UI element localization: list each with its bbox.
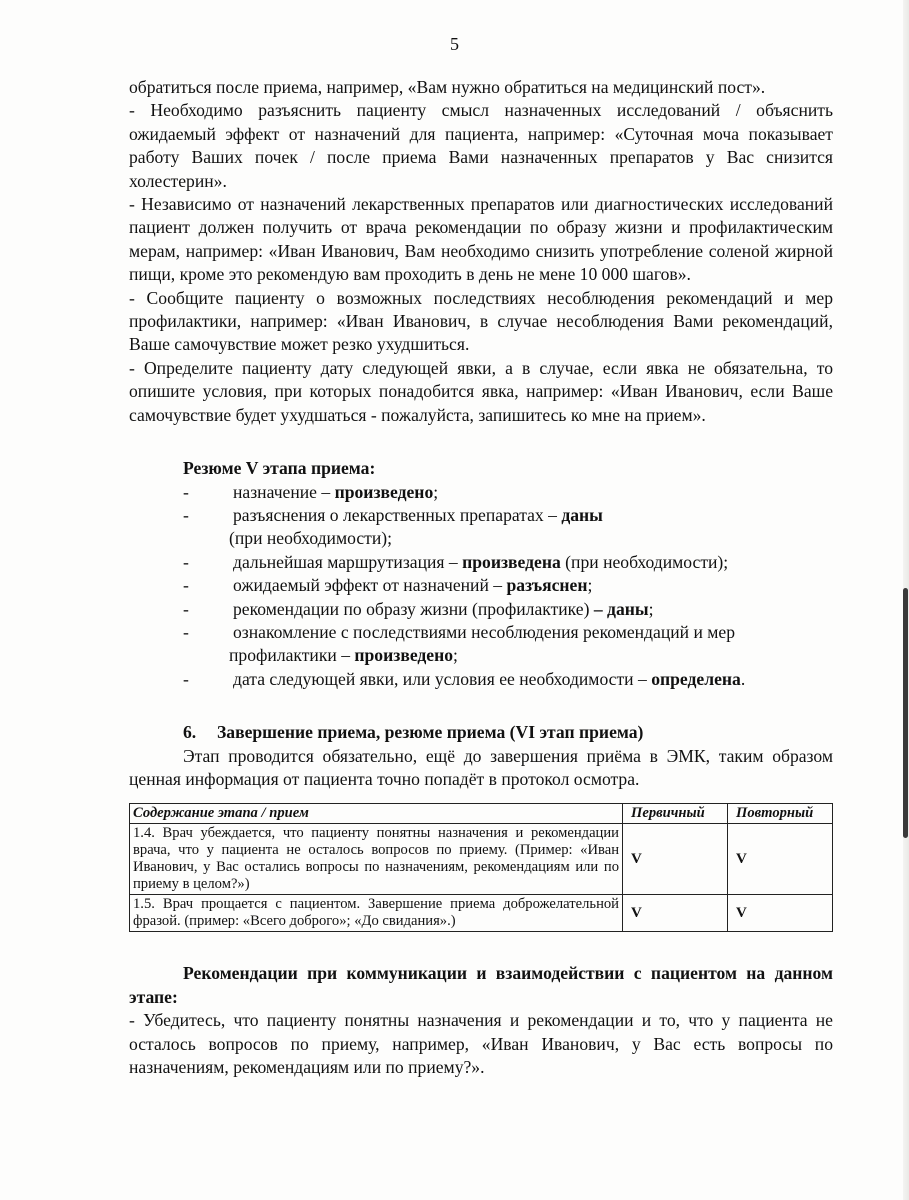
header-primary: Первичный [623, 804, 728, 824]
table-header-row [130, 804, 833, 824]
table-cell-content: 1.5. Врач прощается с пациентом. Завершение приема доброжелательной фразой. (пример: «Всего доброго»; «До свидания».) [130, 895, 623, 932]
resume-item-text: назначение – [233, 481, 335, 502]
resume-item [129, 621, 833, 668]
paragraph: - Сообщите пациенту о возможных последствиях несоблюдения рекомендаций и мер профилактики, например: «Иван Иванович, в случае несоблюдения Вами рекомендаций, Ваше самочувствие может резко ухудшиться. [129, 287, 833, 355]
resume-item-tail: ; [453, 645, 458, 666]
table-cell-content: 1.4. Врач убеждается, что пациенту понятны назначения и рекомендации врача, что у пациента не осталось вопросов по приему. (Пример: «Иван Иванович, у Вас остались вопросы по назначениям, рекомендациям или по приему в целом?») [130, 824, 623, 895]
list-dash: - [183, 481, 189, 502]
header-content: Содержание этапа / прием [130, 804, 623, 824]
table-row [130, 824, 833, 895]
scrollbar-thumb[interactable] [903, 588, 908, 838]
resume-item [129, 574, 833, 597]
list-dash: - [183, 668, 189, 689]
resume-item-status: определена [651, 668, 741, 689]
resume-item-continuation: (при необходимости); [229, 528, 392, 549]
resume-item-status: – даны [593, 598, 649, 619]
resume-item-status: произведено [354, 645, 454, 666]
resume-item [129, 598, 833, 621]
recommendations-text: - Убедитесь, что пациенту понятны назначения и рекомендации и то, что у пациента не осталось вопросов по приему, например, «Иван Иванович, у Вас есть вопросы по назначениям, рекомендациям или по приему?». [129, 1010, 833, 1077]
resume-item-tail: ; [587, 575, 593, 596]
list-dash: - [183, 598, 189, 619]
resume-item-status: произведена [462, 551, 561, 572]
section-heading [129, 721, 833, 744]
resume-item-status: произведено [334, 481, 434, 502]
list-dash: - [183, 551, 189, 572]
resume-item-text: дата следующей явки, или условия ее необходимости – [233, 668, 652, 689]
resume-item [129, 668, 833, 691]
resume-item-status: даны [561, 504, 603, 525]
resume-list [129, 481, 833, 692]
resume-item-status: разъяснен [506, 575, 588, 596]
section-number: 6. [183, 722, 197, 743]
resume-item-tail: . [740, 668, 746, 689]
paragraph: - Необходимо разъяснить пациенту смысл назначенных исследований / объяснить ожидаемый эффект от назначений для пациента, например: «Суточная моча показывает работу Ваших почек / после приема Вами назначенных препаратов у Вас снизится холестерин». [129, 100, 833, 191]
paragraph: - Независимо от назначений лекарственных препаратов или диагностических исследований пациент должен получить от врача рекомендации по образу жизни и профилактическим мерам, например: «Иван Иванович, Вам необходимо снизить употребление соленой жирной пищи, кроме это рекомендую вам проходить в день не мене 10 000 шагов». [129, 194, 833, 285]
paragraph: обратиться после приема, например, «Вам нужно обратиться на медицинский пост». [129, 77, 766, 97]
table-cell-primary: V [623, 824, 728, 895]
table-cell-primary: V [623, 895, 728, 932]
table-cell-repeat: V [728, 895, 833, 932]
header-repeat: Повторный [728, 804, 833, 824]
resume-item-tail: (при необходимости); [560, 551, 729, 572]
document-body [129, 76, 833, 1079]
resume-item-continuation [229, 644, 833, 667]
resume-item-text: дальнейшая маршрутизация – [233, 551, 463, 572]
table-cell-repeat: V [728, 824, 833, 895]
resume-title: Резюме V этапа приема: [183, 458, 376, 479]
resume-item-tail: ; [648, 598, 654, 619]
paragraph: - Определите пациенту дату следующей явки, а в случае, если явка не обязательна, то опишите условия, при которых понадобится явка, например: «Иван Иванович, если Ваше самочувствие будет ухудшаться - пожалуйста, запишитесь ко мне на прием». [129, 357, 833, 425]
resume-item-text: профилактики – [229, 645, 355, 666]
recommendations-title: Рекомендации при коммуникации и взаимодействии с пациентом на данном этапе: [129, 963, 833, 1007]
resume-item-text: разъяснения о лекарственных препаратах – [233, 504, 562, 525]
resume-item [129, 481, 833, 504]
list-dash: - [183, 621, 189, 642]
resume-item-text: ожидаемый эффект от назначений – [233, 575, 507, 596]
resume-item [129, 504, 833, 551]
resume-item-text: рекомендации по образу жизни (профилактике) [233, 598, 594, 619]
section-intro: Этап проводится обязательно, ещё до завершения приёма в ЭМК, таким образом ценная информация от пациента точно попадёт в протокол осмотра. [129, 745, 833, 789]
resume-item-tail: ; [433, 481, 439, 502]
page-number: 5 [450, 34, 459, 54]
list-dash: - [183, 504, 189, 525]
resume-item [129, 551, 833, 574]
list-dash: - [183, 575, 189, 596]
stage-table [129, 803, 833, 932]
resume-item-text: ознакомление с последствиями несоблюдения рекомендаций и мер [233, 621, 736, 642]
section-title: Завершение приема, резюме приема (VI этап приема) [217, 722, 644, 743]
table-row [130, 895, 833, 932]
